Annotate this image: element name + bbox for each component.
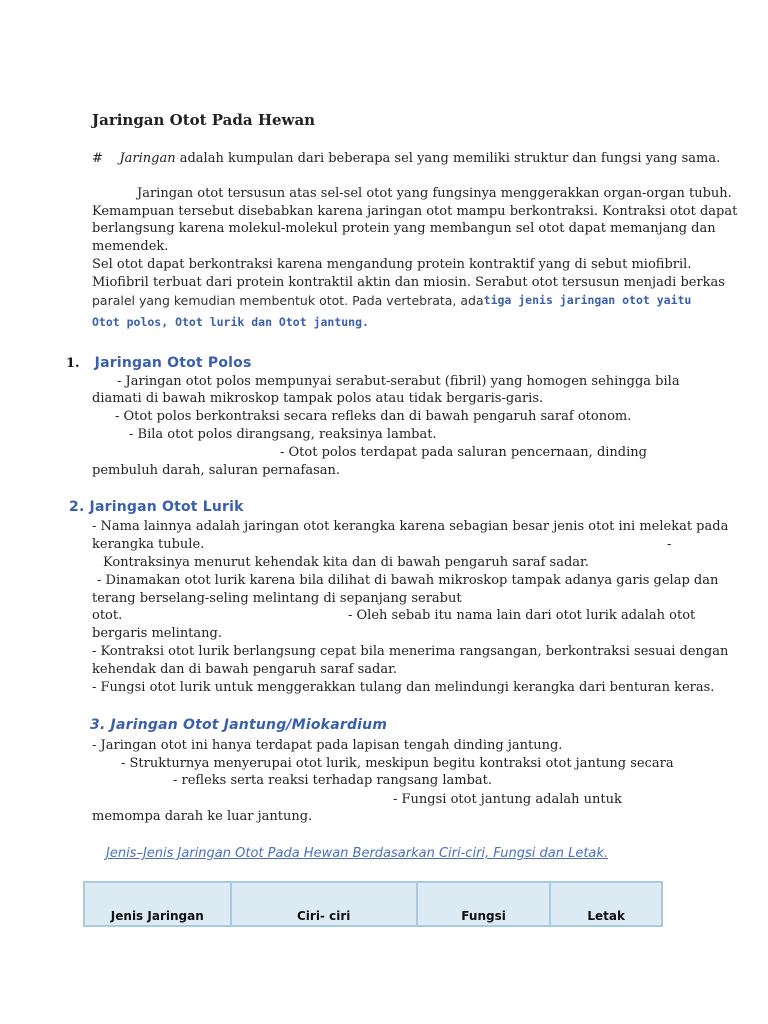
header-letak: Letak	[550, 882, 662, 926]
para2-line-4-emphasis: Otot polos, Otot lurik dan Otot jantung.	[92, 315, 369, 329]
header-ciri-ciri: Ciri- ciri	[231, 882, 417, 926]
sec3-line-5: memompa darah ke luar jantung.	[92, 809, 313, 824]
sec1-line-2: diamati di bawah mikroskop tampak polos atau tidak bergaris-garis.	[92, 391, 544, 406]
definition-term: Jaringan	[119, 151, 176, 166]
muscle-tissue-table	[83, 881, 663, 927]
section-1-title: Jaringan Otot Polos	[94, 355, 252, 371]
para2-line-1: Sel otot dapat berkontraksi karena mengandung protein kontraktif yang di sebut miofibril.	[92, 257, 692, 272]
sec1-line-5: - Otot polos terdapat pada saluran pencernaan, dinding	[280, 445, 647, 460]
intro-line-2: Kemampuan tersebut disebabkan karena jaringan otot mampu berkontraksi. Kontraksi otot dapat	[92, 204, 738, 219]
para2-line-3-emphasis: tiga jenis jaringan otot yaitu	[483, 293, 692, 307]
sec1-line-3: - Otot polos berkontraksi secara refleks dan di bawah pengaruh saraf otonom.	[115, 409, 632, 424]
sec2-line-4: - Dinamakan otot lurik karena bila dilihat di bawah mikroskop tampak adanya garis gelap dan	[97, 573, 719, 588]
sec1-line-1: - Jaringan otot polos mempunyai serabut-serabut (fibril) yang homogen sehingga bila	[117, 374, 680, 389]
definition-line	[92, 150, 720, 168]
sec2-line-2: kerangka tubule.	[92, 537, 205, 552]
intro-line-3: berlangsung karena molekul-molekul protein yang membangun sel otot dapat memanjang dan	[92, 221, 716, 236]
sec2-line-1: - Nama lainnya adalah jaringan otot kerangka karena sebagian besar jenis otot ini melekat pada	[92, 519, 729, 534]
sec2-line-2-dash: -	[667, 537, 672, 552]
para2-line-2: Miofibril terbuat dari protein kontraktil aktin dan miosin. Serabut otot tersusun menjadi berkas	[92, 275, 725, 290]
header-jenis-jaringan: Jenis Jaringan	[84, 882, 231, 926]
sec2-line-3: Kontraksinya menurut kehendak kita dan di bawah pengaruh saraf sadar.	[103, 555, 589, 570]
para2-line-3-text: paralel yang kemudian membentuk otot. Pada vertebrata, ada	[92, 293, 484, 308]
section-1-number: 1.	[66, 356, 80, 371]
sec2-line-9: kehendak dan di bawah pengaruh saraf sadar.	[92, 662, 398, 677]
header-fungsi: Fungsi	[417, 882, 551, 926]
table-title-link[interactable]: Jenis–Jenis Jaringan Otot Pada Hewan Berdasarkan Ciri-ciri, Fungsi dan Letak.	[106, 846, 609, 861]
sec1-line-6: pembuluh darah, saluran pernafasan.	[92, 463, 341, 478]
sec2-line-6: otot.	[92, 608, 123, 623]
section-2-title: 2. Jaringan Otot Lurik	[69, 499, 244, 515]
intro-line-4: memendek.	[92, 239, 169, 254]
section-3-title: 3. Jaringan Otot Jantung/Miokardium	[90, 717, 388, 733]
sec1-line-4: - Bila otot polos dirangsang, reaksinya lambat.	[129, 427, 437, 442]
sec2-line-5: terang berselang-seling melintang di sepanjang serabut	[92, 591, 462, 606]
sec3-line-2: - Strukturnya menyerupai otot lurik, meskipun begitu kontraksi otot jantung secara	[121, 756, 674, 771]
sec3-line-1: - Jaringan otot ini hanya terdapat pada lapisan tengah dinding jantung.	[92, 738, 563, 753]
sec2-line-6b: - Oleh sebab itu nama lain dari otot lurik adalah otot	[348, 608, 696, 623]
sec2-line-7: bergaris melintang.	[92, 626, 222, 641]
definition-text: adalah kumpulan dari beberapa sel yang memiliki struktur dan fungsi yang sama.	[179, 151, 721, 166]
sec2-line-10: - Fungsi otot lurik untuk menggerakkan tulang dan melindungi kerangka dari benturan keras.	[92, 680, 715, 695]
table-header-row	[84, 882, 662, 926]
sec2-line-8: - Kontraksi otot lurik berlangsung cepat bila menerima rangsangan, berkontraksi sesuai dengan	[92, 644, 729, 659]
hash-marker: #	[92, 151, 103, 166]
section-1-heading	[66, 352, 252, 373]
sec3-line-4: - Fungsi otot jantung adalah untuk	[393, 792, 622, 807]
intro-line-1: Jaringan otot tersusun atas sel-sel otot yang fungsinya menggerakkan organ-organ tubuh.	[137, 186, 732, 201]
page-title: Jaringan Otot Pada Hewan	[92, 111, 316, 129]
sec3-line-3: - refleks serta reaksi terhadap rangsang lambat.	[173, 773, 493, 788]
para2-line-3	[92, 292, 692, 310]
